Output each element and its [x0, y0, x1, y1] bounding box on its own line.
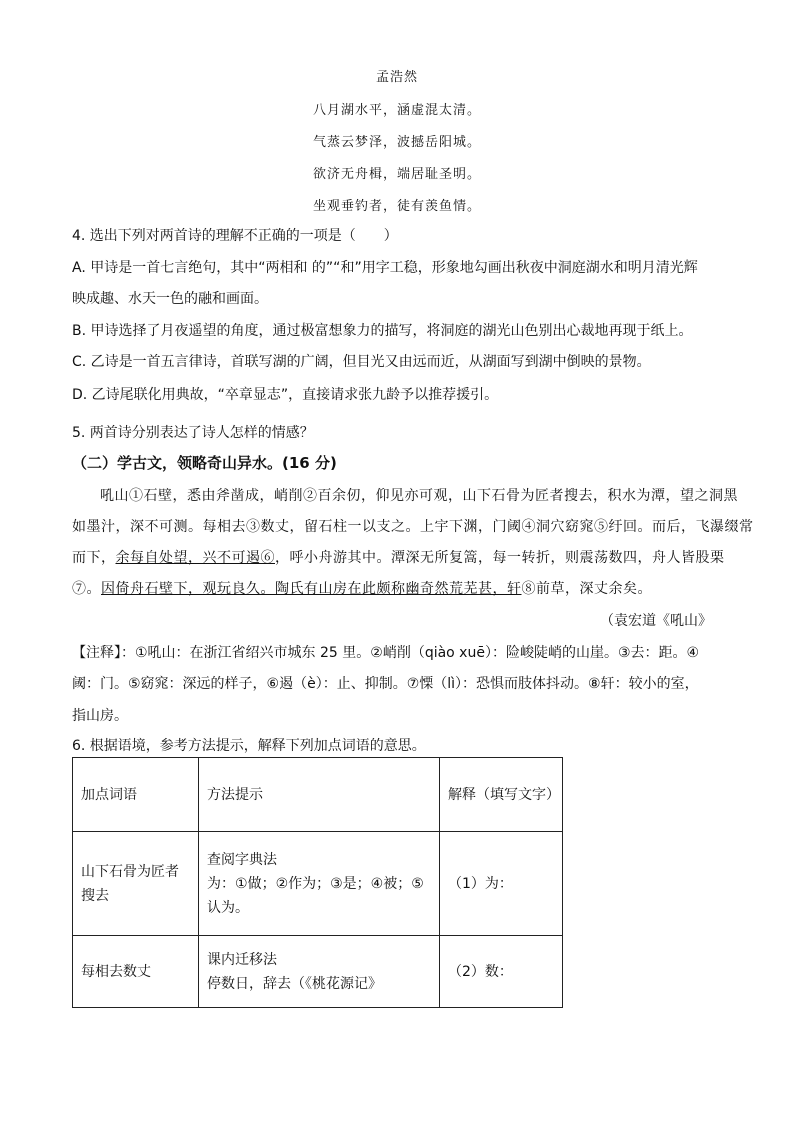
- passage-line: ⑦。因倚舟石壁下，观玩良久。陶氏有山房在此颇称幽奇然荒芜甚，轩⑧前草，深丈余矣。: [72, 581, 652, 597]
- vocabulary-table: [72, 757, 563, 1008]
- underlined-sentence: 因倚舟石壁下，观玩良久。陶氏有山房在此颇称幽奇然荒芜甚，轩: [101, 581, 522, 597]
- table-cell: 课内迁移法 停数日，辞去（《桃花源记》: [199, 936, 440, 1008]
- section-2-title: （二）学古文，领略奇山异水。(16 分): [72, 454, 337, 472]
- question-6-stem: 6. 根据语境，参考方法提示，解释下列加点词语的意思。: [72, 738, 426, 754]
- question-4-stem: 4. 选出下列对两首诗的理解不正确的一项是（ ）: [72, 228, 398, 244]
- passage-line: 如墨汁，深不可测。每相去③数丈，留石柱一以支之。上宇下渊，门阈④洞穴窈窕⑤纡回。而后，飞瀑缀常: [72, 519, 754, 535]
- table-header-cell: 解释（填写文字）: [439, 758, 562, 832]
- passage-source: （袁宏道《吼山》: [600, 613, 712, 629]
- table-header-cell: 方法提示: [199, 758, 440, 832]
- table-header-cell: 加点词语: [73, 758, 199, 832]
- poem-line: 八月湖水平，涵虚混太清。: [312, 103, 481, 118]
- answer-cell[interactable]: （2）数：: [439, 936, 562, 1008]
- table-cell: 查阅字典法 为：①做；②作为；③是；④被；⑤认为。: [199, 832, 440, 936]
- poem-line: 欲济无舟楫，端居耻圣明。: [312, 167, 481, 182]
- passage-line: 吼山①石壁，悉由斧凿成，峭削②百余仞，仰见亦可观，山下石骨为匠者搜去，积水为潭，望之洞黑: [100, 488, 738, 504]
- notes-line: 阈：门。⑤窈窕：深远的样子，⑥遏（è）：止、抑制。⑦慄（lì）：恐惧而肢体抖动。⑧轩：较小的室，: [72, 676, 699, 692]
- notes-line: 【注释】：①吼山：在浙江省绍兴市城东 25 里。②峭削（qiào xuē）：险峻陡峭的山崖。③去：距。④: [72, 645, 700, 661]
- table-row: [73, 832, 563, 936]
- option-b: B. 甲诗选择了月夜遥望的角度，通过极富想象力的描写，将洞庭的湖光山色别出心裁地再现于纸上。: [72, 323, 693, 339]
- table-cell: 山下石骨为匠者搜去: [73, 832, 199, 936]
- passage-line: 而下，余每自处望，兴不可遏⑥，呼小舟游其中。潭深无所复篙，每一转折，则震荡数四，舟人皆股栗: [72, 550, 725, 566]
- question-5-stem: 5. 两首诗分别表达了诗人怎样的情感？: [72, 425, 314, 441]
- poem-line: 气蒸云梦泽，波撼岳阳城。: [312, 135, 481, 150]
- notes-line: 指山房。: [72, 708, 128, 724]
- option-a-line1: A. 甲诗是一首七言绝句，其中“两相和 的”“和”用字工稳，形象地勾画出秋夜中洞庭湖水和明月清光辉: [72, 260, 698, 276]
- option-d: D. 乙诗尾联化用典故，“卒章显志”，直接请求张九龄予以推荐援引。: [72, 387, 499, 403]
- answer-cell[interactable]: （1）为：: [439, 832, 562, 936]
- table-header-row: [73, 758, 563, 832]
- poem-author: 孟浩然: [375, 70, 418, 85]
- table-cell: 每相去数丈: [73, 936, 199, 1008]
- option-a-line2: 映成趣、水天一色的融和画面。: [72, 291, 268, 307]
- poem-line: 坐观垂钓者，徒有羡鱼情。: [312, 199, 481, 214]
- underlined-sentence: 余每自处望，兴不可遏⑥: [115, 550, 275, 566]
- option-c: C. 乙诗是一首五言律诗，首联写湖的广阔，但目光又由远而近，从湖面写到湖中倒映的景物。: [72, 354, 651, 370]
- table-row: [73, 936, 563, 1008]
